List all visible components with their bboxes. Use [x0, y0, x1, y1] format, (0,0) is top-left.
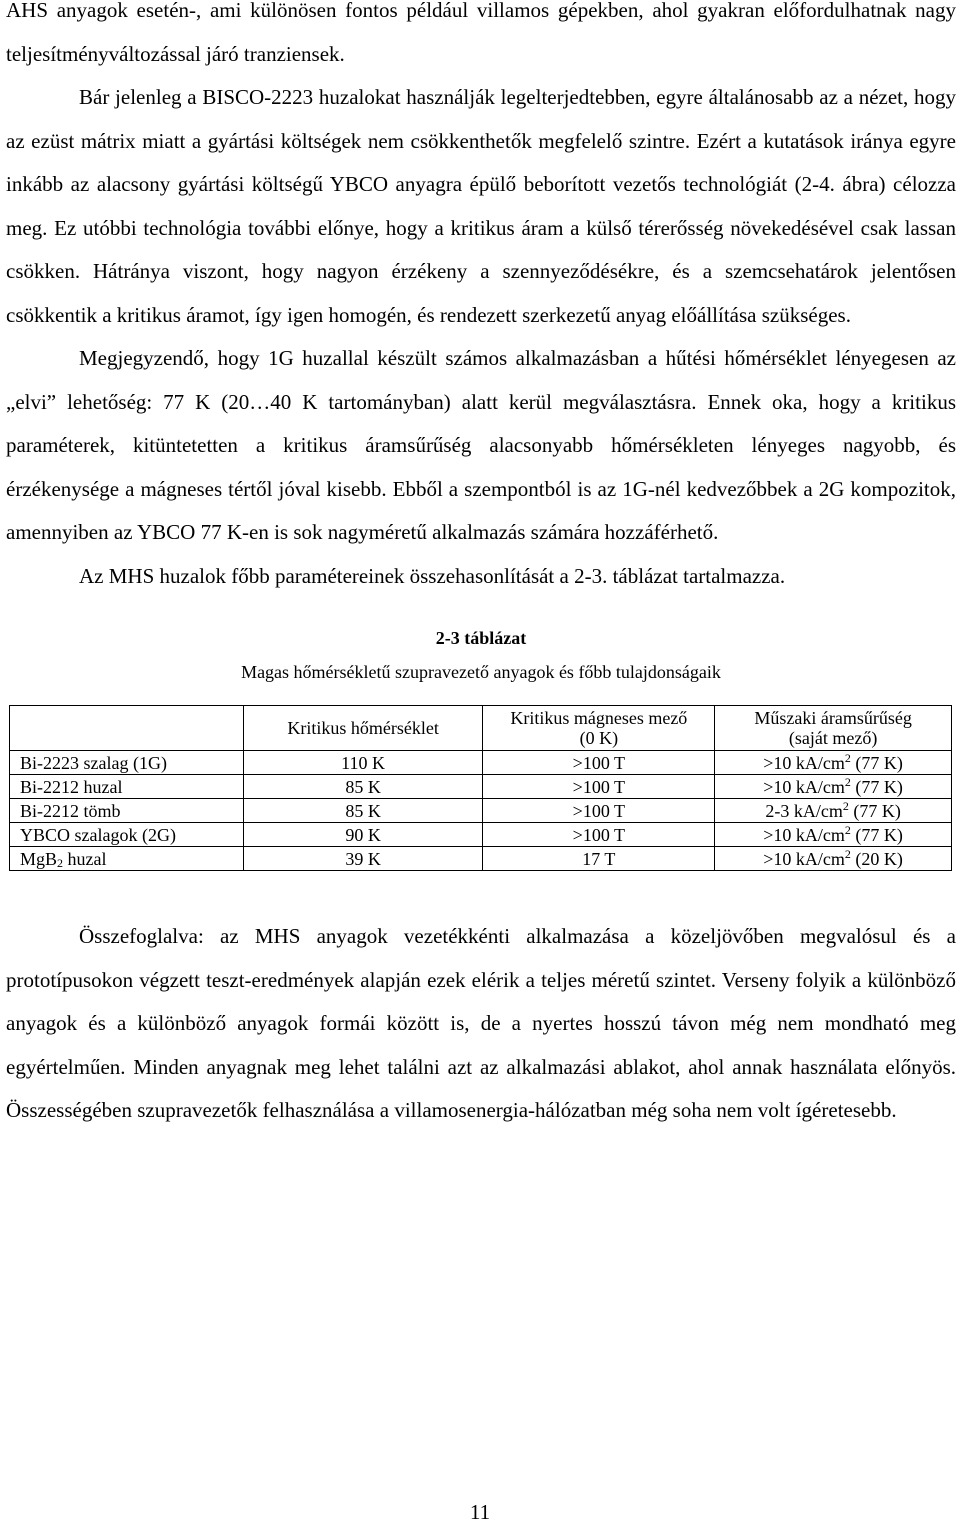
- cell-critical-field: >100 T: [483, 823, 715, 847]
- paragraph-summary: Összefoglalva: az MHS anyagok vezetékkénti alkalmazása a közeljövőben megvalósul és a prototípusokon végzett teszt-eredmények alapján ezek elérik a teljes méretű szintet. Verseny folyik a különböző anyagok és a különböző anyagok formái között is, de a nyertes hosszú távon még nem mondható meg egyértelműen. Minden anyagnak meg lehet találni azt az alkalmazási ablakot, ahol annak használata előnyös. Összességében szupravezetők felhasználása a villamosenergia-hálózatban még soha nem volt ígéretesebb.: [6, 924, 956, 1122]
- page-number: 11: [469, 1500, 491, 1524]
- material-subscript: 2: [57, 855, 64, 870]
- properties-table: [9, 705, 952, 871]
- material-rest: huzal: [63, 848, 107, 869]
- cell-current-density: [715, 751, 952, 775]
- material-name: Bi-2212 huzal: [20, 776, 123, 797]
- table-subtitle: Magas hőmérsékletű szupravezető anyagok és főbb tulajdonságaik: [241, 662, 721, 682]
- cell-critical-field: 17 T: [483, 847, 715, 871]
- jc-exponent: 2: [844, 822, 851, 837]
- jc-condition: (77 K): [848, 800, 901, 821]
- jc-value: 2-3 kA/cm: [765, 800, 843, 821]
- header-material: [10, 706, 244, 751]
- table-row: [10, 823, 952, 847]
- cell-critical-field: >100 T: [483, 751, 715, 775]
- table-header-row: [10, 706, 952, 751]
- jc-exponent: 2: [844, 774, 851, 789]
- cell-current-density: [715, 799, 952, 823]
- jc-exponent: 2: [844, 750, 851, 765]
- jc-value: >10 kA/cm: [763, 752, 845, 773]
- material-name: Bi-2223 szalag (1G): [20, 752, 167, 773]
- header-critical-temperature: Kritikus hőmérséklet: [243, 706, 483, 751]
- cell-current-density: [715, 823, 952, 847]
- paragraph-note: Megjegyzendő, hogy 1G huzallal készült számos alkalmazásban a hűtési hőmérséklet lényegesen az „elvi” lehetőség: 77 K (20…40 K tartományban) alatt kerül megválasztásra. Ennek oka, hogy a kritikus paraméterek, kitüntetetten a kritikus áramsűrűség alacsonyabb hőmérsékleten lényeges nagyobb, és érzékenysége a mágneses tértől jóval kisebb. Ebből a szempontból is az 1G-nél kedvezőbbek a 2G kompozitok, amennyiben az YBCO 77 K-en is sok nagyméretű alkalmazás számára hozzáférhető.: [6, 346, 956, 544]
- cell-material: [10, 799, 244, 823]
- paragraph-intro: AHS anyagok esetén-, ami különösen fontos például villamos gépekben, ahol gyakran előfordulhatnak nagy teljesítményváltozással járó tranziensek.: [6, 0, 956, 66]
- header-critical-field-line2: (0 K): [579, 728, 619, 748]
- jc-condition: (20 K): [850, 848, 903, 869]
- jc-exponent: 2: [842, 798, 849, 813]
- paragraph-bisco: Bár jelenleg a BISCO-2223 huzalokat használják legelterjedtebben, egyre általánosabb az a nézet, hogy az ezüst mátrix miatt a gyártási költségek nem csökkenthetők megfelelő szintre. Ezért a kutatások iránya egyre inkább az alacsony gyártási költségű YBCO anyagra épülő beborított vezetős technológiát (2-4. ábra) célozza meg. Ez utóbbi technológia további előnye, hogy a kritikus áram a külső térerősség növekedésével csak lassan csökken. Hátránya viszont, hogy nagyon érzékeny a szennyeződésékre, és a szemcsehatárok jelentősen csökkentik a kritikus áramot, így igen homogén, és rendezett szerkezetű anyag előállítása szükséges.: [6, 85, 956, 327]
- cell-material: [10, 823, 244, 847]
- paragraph-table-reference: Az MHS huzalok főbb paramétereinek összehasonlítását a 2-3. táblázat tartalmazza.: [79, 563, 786, 588]
- jc-value: >10 kA/cm: [763, 848, 845, 869]
- cell-critical-temperature: 39 K: [243, 847, 483, 871]
- table-row: [10, 751, 952, 775]
- material-name: MgB: [20, 848, 58, 869]
- jc-condition: (77 K): [850, 776, 903, 797]
- table-row: [10, 799, 952, 823]
- cell-material: [10, 847, 244, 871]
- jc-exponent: 2: [844, 846, 851, 861]
- cell-critical-temperature: 90 K: [243, 823, 483, 847]
- cell-critical-temperature: 85 K: [243, 799, 483, 823]
- table-row: [10, 775, 952, 799]
- cell-critical-temperature: 85 K: [243, 775, 483, 799]
- table-title: 2-3 táblázat: [435, 628, 527, 648]
- cell-critical-temperature: 110 K: [243, 751, 483, 775]
- jc-value: >10 kA/cm: [763, 776, 845, 797]
- material-name: YBCO szalagok (2G): [20, 824, 176, 845]
- header-current-density-line2: (saját mező): [788, 728, 878, 748]
- table-row: [10, 847, 952, 871]
- document-page: [6, 0, 956, 1133]
- jc-condition: (77 K): [850, 824, 903, 845]
- jc-value: >10 kA/cm: [763, 824, 845, 845]
- material-name: Bi-2212 tömb: [20, 800, 121, 821]
- header-critical-field: [483, 706, 715, 751]
- cell-current-density: [715, 847, 952, 871]
- cell-critical-field: >100 T: [483, 775, 715, 799]
- header-current-density: [715, 706, 952, 751]
- cell-current-density: [715, 775, 952, 799]
- cell-critical-field: >100 T: [483, 799, 715, 823]
- header-critical-field-line1: Kritikus mágneses mező: [510, 708, 688, 728]
- jc-condition: (77 K): [850, 752, 903, 773]
- cell-material: [10, 751, 244, 775]
- header-current-density-line1: Műszaki áramsűrűség: [754, 708, 912, 728]
- cell-material: [10, 775, 244, 799]
